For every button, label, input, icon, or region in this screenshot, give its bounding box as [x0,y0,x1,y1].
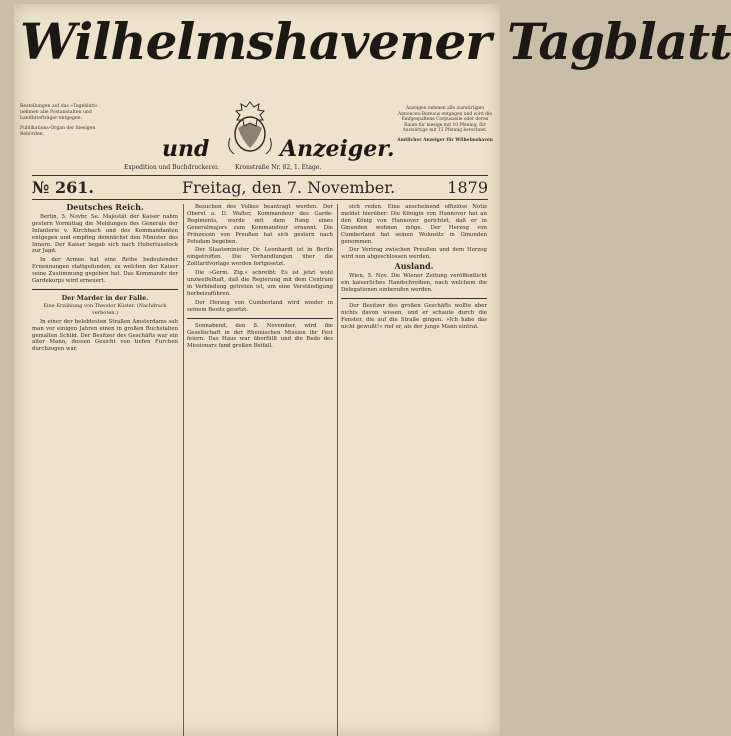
subscription-note: Bestellungen auf das »Tageblatt« nehmen alle Postanstalten und Landbriefträger entgegen. [20,104,98,121]
column-divider [337,204,338,736]
section-heading-ausland: Ausland. [394,261,434,272]
story-paragraph: In einer der belebtesten Straßen Amsterdams sah man vor einigen Jahren einen in großen Buchstaben gemalten Schild. Der Besitzer des Geschäfts war ein alter Mann, dessen Gesicht von tiefen Furchen durchzogen war. [32,318,178,353]
column-divider [183,204,184,736]
story-heading: Der Marder in der Falle. [61,293,149,302]
story-subtitle: Eine Erzählung von Theodor Küster. (Nachdruck verboten.) [43,302,167,316]
issue-year: 1879 [447,178,488,197]
official-advertiser-note: Amtlicher Anzeiger für Wilhelmshaven [397,137,493,143]
issue-number: № 261. [32,178,94,197]
article-paragraph: Der Vertrag zwischen Preußen und dem Herzog wird nun abgeschlossen werden. [341,247,487,261]
und-word: und [162,136,210,162]
top-rule [32,175,488,176]
official-organ-note: Publikations-Organ der hiesigen Behörden. [20,126,96,137]
divider [32,289,178,290]
article-paragraph: Wien, 5. Nov. Die Wiener Zeitung veröffentlicht ein kaiserliches Handschreiben, nach welchem die Delegationen einberufen werden. [341,273,487,293]
divider [187,318,333,319]
column-3 [341,204,487,333]
publisher-info [124,164,400,171]
issue-date: Freitag, den 7. November. [182,178,396,197]
bottom-rule [32,199,488,200]
left-info-box [20,104,108,142]
masthead-title: Wilhelmshavener Tagblatt [20,12,731,71]
coat-of-arms-icon [224,98,276,158]
article-paragraph: Besuchen des Volkes beantragt werden. Der Oberst a. D. Walter, Kommandeur des Garde-Regiments, wurde mit dem Rang eines Generalmajors zum Kommandeur ernannt. Die Prinzessin von Preußen hat sich gestern nach Potsdam begeben. [187,204,333,245]
newspaper-page [14,4,731,736]
article-paragraph: Der Herzog von Cumberland wird wieder in seinem Besitz gesetzt. [187,299,333,313]
advertising-note: Anzeigen nehmen alle auswärtigen Annoncen-Bureaus entgegen und wird die fünfgespaltene Corpuszeile oder deren Raum für hiesige mit 10 Pfennig, für Auswärtige mit 15 Pfennig berechnet. [398,106,492,134]
section-heading-deutsches-reich: Deutsches Reich. [66,202,144,212]
article-paragraph: Berlin, 5. Novbr. Se. Majestät der Kaiser nahm gestern Vormittag die Meldungen des Generals der Infanterie v. Kirchbach und des Kommandanten entgegen und empfing demnächst den Minister des Innern. Der Kaiser begab sich nach Hubertusstock zur Jagd. [32,213,178,255]
right-info-box [396,106,494,144]
column-2 [187,204,333,352]
story-paragraph: Der Besitzer des großen Geschäfts wollte aber nichts davon wissen, und er schaute durch die Fenster, die auf die Straße gingen. »Ich habe das nicht gewußt!« rief er, als der junge Mann eintrat. [341,302,487,330]
divider [341,298,487,299]
article-paragraph: sich reden. Eine anscheinend offiziöse Notiz meldet hierüber: Die Königin von Hannover hat an den König von Hannover gerichtet, daß er in Gmunden wohnen möge. Der Herzog von Cumberland hat seinen Wohnsitz in Gmunden genommen. [341,204,487,245]
address-label: Kronstraße Nr. 82, 1. Etage. [235,164,322,171]
expedition-label: Expedition und Buchdruckerei: [124,164,220,171]
story-paragraph: Sonnabend, den 8. November, wird die Gesellschaft in der Rheinischen Mission ihr Fest feiern. Das Haus war überfüllt und die Rede des Missionars fand großen Beifall. [187,322,333,350]
article-paragraph: Der Staatsminister Dr. Leonhardt ist in Berlin eingetroffen. Die Verhandlungen über die Zolltarifvorlage werden fortgesetzt. [187,247,333,268]
anzeiger-word: Anzeiger. [280,136,395,162]
column-1 [32,204,178,355]
article-paragraph: In der Armee hat eine Reihe bedeutender Ernennungen stattgefunden, zu welchen der Kaiser seine Zustimmung gegeben hat. Das Kommando der Gardekorps wird erneuert. [32,257,178,285]
article-paragraph: Die »Germ. Ztg.« schreibt: Es ist jetzt wohl unzweifelhaft, daß die Regierung mit dem Centrum in Verbindung getreten ist, um eine Verständigung herbeizuführen. [187,270,333,297]
issue-row [32,178,488,198]
